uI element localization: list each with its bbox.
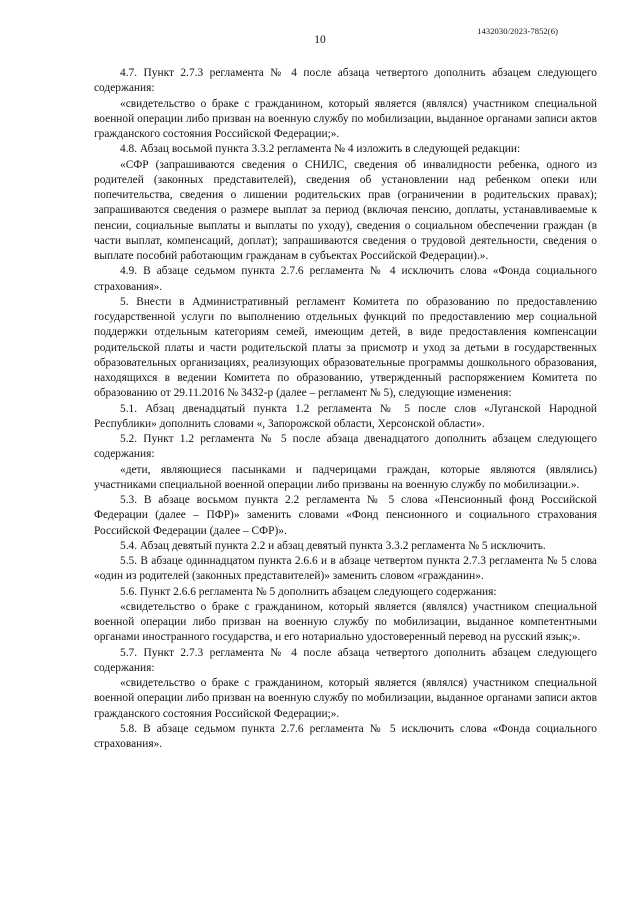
paragraph-5-4: 5.4. Абзац девятый пункта 2.2 и абзац девятый пункта 3.3.2 регламента № 5 исключить.	[120, 539, 546, 552]
paragraph-5-2: 5.2. Пункт 1.2 регламента № 5 после абзаца двенадцатого дополнить абзацем следующего содержания:	[94, 433, 597, 461]
document-body	[94, 66, 597, 752]
paragraph-4-9: 4.9. В абзаце седьмом пункта 2.7.6 регламента № 4 исключить слова «Фонда социального страхования».	[94, 265, 597, 293]
paragraph-5-6: 5.6. Пункт 2.6.6 регламента № 5 дополнить абзацем следующего содержания:	[120, 585, 497, 598]
document-registration-number: 1432030/2023-7852(6)	[477, 26, 558, 36]
paragraph-5-5: 5.5. В абзаце одиннадцатом пункта 2.6.6 и в абзаце четвертом пункта 2.7.3 регламента № 5 слова «один из родителей (законных представителей)» заменить словом «гражданин».	[94, 555, 597, 583]
paragraph-5-1: 5.1. Абзац двенадцатый пункта 1.2 регламента № 5 после слов «Луганской Народной Республики» дополнить словами «, Запорожской области, Херсонской области».	[94, 402, 597, 430]
paragraph-5-2-quote: «дети, являющиеся пасынками и падчерицами граждан, которые являются (являлись) участниками специальной военной операции либо призваны на военную службу по мобилизации.».	[94, 463, 597, 491]
paragraph-5-6-quote: «свидетельство о браке с гражданином, который является (являлся) участником специальной военной операции либо призван на военную службу по мобилизации, выданное компетентными органами иностранного государства, и его нотариально удостоверенный перевод на русский язык;».	[94, 600, 597, 644]
paragraph-4-8-quote: «СФР (запрашиваются сведения о СНИЛС, сведения об инвалидности ребенка, одного из родителей (законных представителей), сведения об установлении над ребенком опеки или попечительства, сведения о лишении родительских прав (ограничении в родительских правах); запрашиваются сведения о размере выплат за период (включая пенсию, доплаты, устанавливаемые к пенсии, социальные выплаты и выплаты по уходу), сведения о социальном обеспечении граждан (в части выплат, компенсаций, доплат); запрашиваются сведения о трудовой деятельности, сведения о выплате пособий работающим гражданам в субъектах Российской Федерации).».	[94, 158, 597, 262]
paragraph-4-7-quote: «свидетельство о браке с гражданином, который является (являлся) участником специальной военной операции либо призван на военную службу по мобилизации, выданное органами записи актов гражданского состояния Российской Федерации;».	[94, 97, 597, 140]
paragraph-4-8: 4.8. Абзац восьмой пункта 3.3.2 регламента № 4 изложить в следующей редакции:	[120, 143, 521, 156]
paragraph-5-7-quote: «свидетельство о браке с гражданином, который является (являлся) участником специальной военной операции либо призван на военную службу по мобилизации, выданное органами записи актов гражданского состояния Российской Федерации;».	[94, 677, 597, 720]
paragraph-5-8: 5.8. В абзаце седьмом пункта 2.7.6 регламента № 5 исключить слова «Фонда социального страхования».	[94, 722, 597, 750]
paragraph-5-3: 5.3. В абзаце восьмом пункта 2.2 регламента № 5 слова «Пенсионный фонд Российской Федерации (далее – ПФР)» заменить словами «Фонд пенсионного и социального страхования Российской Федерации (далее – СФР)».	[94, 494, 597, 537]
page-number: 10	[314, 34, 326, 46]
paragraph-4-7: 4.7. Пункт 2.7.3 регламента № 4 после абзаца четвертого дополнить абзацем следующего содержания:	[94, 67, 597, 95]
paragraph-5-7: 5.7. Пункт 2.7.3 регламента № 4 после абзаца четвертого дополнить абзацем следующего содержания:	[94, 646, 597, 674]
paragraph-5: 5. Внести в Административный регламент Комитета по образованию по предоставлению государственной услуги по выполнению отдельных функций по предоставлению мер социальной поддержки отдельным категориям семей, имеющим детей, в виде предоставления компенсации родительской платы и части родительской платы за присмотр и уход за детьми в государственных образовательных организациях, реализующих образовательные программы дошкольного образования, находящихся в ведении Комитета по образованию, утвержденный распоряжением Комитета по образованию от 29.11.2016 № 3432-р (далее – регламент № 5), следующие изменения:	[94, 295, 597, 400]
